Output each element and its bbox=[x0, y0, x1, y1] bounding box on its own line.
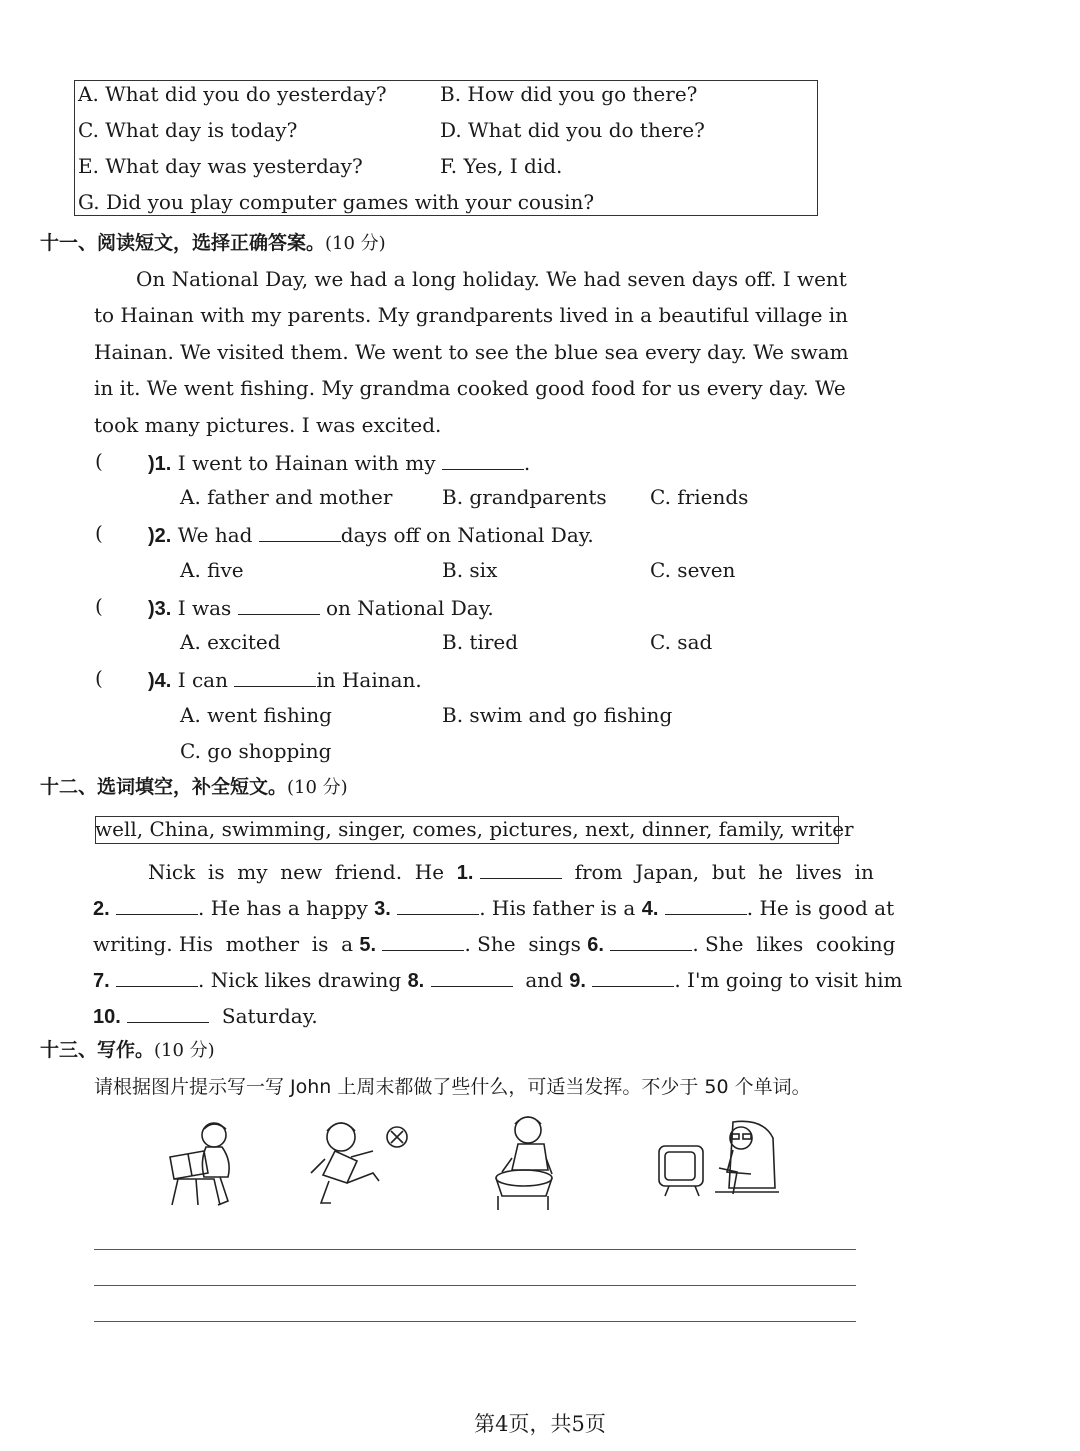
cloze-text: . He has a happy bbox=[198, 896, 368, 920]
passage-text: On National Day, we had a long holiday. We had seven days off. I went to Hainan with my parents. My grandparents lived in a beautiful village in Hainan. We visited them. We went to see the blue sea every day. We swam in it. We went fishing. My grandma cooked good food for us every day. We took many pictures. I was excited. bbox=[94, 267, 849, 437]
q3-paren: ( bbox=[95, 594, 103, 618]
blank-10-number: 10. bbox=[93, 1006, 121, 1028]
cloze-blank-3[interactable] bbox=[397, 894, 479, 915]
question-2 bbox=[148, 521, 594, 548]
cloze-text: . Nick likes drawing bbox=[198, 968, 402, 992]
cloze-blank-2[interactable] bbox=[116, 894, 198, 915]
q1-option-c: C. friends bbox=[650, 485, 749, 509]
blank-6-number: 6. bbox=[587, 934, 604, 956]
section-13-title: 十三、写作。 bbox=[40, 1039, 155, 1061]
blank-3-number: 3. bbox=[374, 898, 391, 920]
cloze-blank-10[interactable] bbox=[127, 1002, 209, 1023]
writing-line-3[interactable] bbox=[94, 1321, 856, 1322]
writing-instruction: 请根据图片提示写一写 John 上周末都做了些什么，可适当发挥。不少于 50 个单词。 bbox=[94, 1076, 811, 1098]
blank-4-number: 4. bbox=[641, 898, 659, 920]
option-g: G. Did you play computer games with your cousin? bbox=[78, 190, 595, 214]
cloze-text: . He is good at bbox=[746, 896, 895, 920]
section-13-points: (10 分) bbox=[154, 1040, 215, 1061]
boy-playing-football-illustration bbox=[305, 1115, 415, 1210]
option-a: A. What did you do yesterday? bbox=[78, 82, 387, 106]
q2-end: days off on National Day. bbox=[340, 523, 594, 547]
cloze-text: and bbox=[525, 968, 563, 992]
q1-number: )1. bbox=[148, 453, 172, 475]
cloze-line-3 bbox=[93, 930, 895, 957]
q4-option-b: B. swim and go fishing bbox=[442, 703, 673, 727]
cloze-text: from Japan, but he lives in bbox=[574, 860, 874, 884]
cloze-blank-5[interactable] bbox=[382, 930, 464, 951]
cloze-blank-1[interactable] bbox=[480, 858, 562, 879]
cloze-line-2 bbox=[93, 894, 894, 921]
section-11-points: (10 分) bbox=[325, 233, 386, 254]
q3-option-c: C. sad bbox=[650, 630, 713, 654]
q4-paren: ( bbox=[95, 666, 103, 690]
cloze-blank-4[interactable] bbox=[665, 894, 747, 915]
q3-option-b: B. tired bbox=[442, 630, 519, 654]
cloze-line-5 bbox=[93, 1002, 318, 1029]
boy-reading-illustration bbox=[162, 1115, 242, 1210]
cloze-text: . She sings bbox=[464, 932, 581, 956]
blank-9-number: 9. bbox=[569, 970, 586, 992]
q1-answer-blank[interactable] bbox=[442, 449, 524, 470]
cloze-line-1 bbox=[148, 858, 874, 885]
q1-option-b: B. grandparents bbox=[442, 485, 607, 509]
blank-8-number: 8. bbox=[407, 970, 425, 992]
q3-answer-blank[interactable] bbox=[238, 594, 320, 615]
cloze-text: Nick is my new friend. He bbox=[148, 860, 445, 884]
q2-text: We had bbox=[177, 523, 253, 547]
q1-option-a: A. father and mother bbox=[180, 485, 393, 509]
boy-washing-clothes-illustration bbox=[488, 1112, 573, 1212]
q2-number: )2. bbox=[148, 525, 172, 547]
question-4 bbox=[148, 666, 422, 693]
q4-number: )4. bbox=[148, 670, 172, 692]
cloze-text: Saturday. bbox=[221, 1004, 318, 1028]
q3-number: )3. bbox=[148, 598, 172, 620]
cloze-text: . His father is a bbox=[479, 896, 636, 920]
q1-text: I went to Hainan with my bbox=[177, 451, 436, 475]
page-number: 第4页，共5页 bbox=[474, 1412, 606, 1436]
q3-option-a: A. excited bbox=[180, 630, 281, 654]
cloze-blank-6[interactable] bbox=[610, 930, 692, 951]
cloze-text: . She likes cooking bbox=[692, 932, 896, 956]
q3-text: I was bbox=[177, 596, 232, 620]
option-f: F. Yes, I did. bbox=[440, 154, 563, 178]
section-11-title: 十一、阅读短文，选择正确答案。 bbox=[40, 232, 326, 254]
q4-answer-blank[interactable] bbox=[234, 666, 316, 687]
q4-text: I can bbox=[177, 668, 228, 692]
q4-option-a: A. went fishing bbox=[180, 703, 332, 727]
q4-option-c: C. go shopping bbox=[180, 739, 332, 763]
q2-answer-blank[interactable] bbox=[259, 521, 341, 542]
option-c: C. What day is today? bbox=[78, 118, 298, 142]
q1-paren: ( bbox=[95, 449, 103, 473]
word-bank: well, China, swimming, singer, comes, pictures, next, dinner, family, writer bbox=[95, 817, 854, 841]
blank-1-number: 1. bbox=[456, 862, 474, 884]
section-12-points: (10 分) bbox=[287, 777, 348, 798]
cloze-line-4 bbox=[93, 966, 903, 993]
writing-line-1[interactable] bbox=[94, 1249, 856, 1250]
section-13-heading bbox=[40, 1038, 215, 1063]
q2-option-b: B. six bbox=[442, 558, 498, 582]
section-11-heading bbox=[40, 231, 386, 256]
q4-end: in Hainan. bbox=[316, 668, 422, 692]
blank-5-number: 5. bbox=[359, 934, 377, 956]
q1-end: . bbox=[523, 451, 531, 475]
blank-7-number: 7. bbox=[93, 970, 110, 992]
cloze-blank-7[interactable] bbox=[116, 966, 198, 987]
question-1 bbox=[148, 449, 530, 476]
option-b: B. How did you go there? bbox=[440, 82, 698, 106]
reading-passage bbox=[94, 261, 858, 443]
boy-watching-tv-illustration bbox=[655, 1112, 785, 1207]
section-12-heading bbox=[40, 775, 348, 800]
cloze-text: . I'm going to visit him bbox=[674, 968, 903, 992]
option-d: D. What did you do there? bbox=[440, 118, 705, 142]
cloze-blank-9[interactable] bbox=[592, 966, 674, 987]
cloze-text: writing. His mother is a bbox=[93, 932, 354, 956]
cloze-blank-8[interactable] bbox=[431, 966, 513, 987]
question-3 bbox=[148, 594, 494, 621]
writing-line-2[interactable] bbox=[94, 1285, 856, 1286]
q3-end: on National Day. bbox=[326, 596, 494, 620]
option-e: E. What day was yesterday? bbox=[78, 154, 363, 178]
q2-option-c: C. seven bbox=[650, 558, 736, 582]
section-12-title: 十二、选词填空，补全短文。 bbox=[40, 776, 288, 798]
blank-2-number: 2. bbox=[93, 898, 110, 920]
q2-paren: ( bbox=[95, 521, 103, 545]
q2-option-a: A. five bbox=[180, 558, 244, 582]
